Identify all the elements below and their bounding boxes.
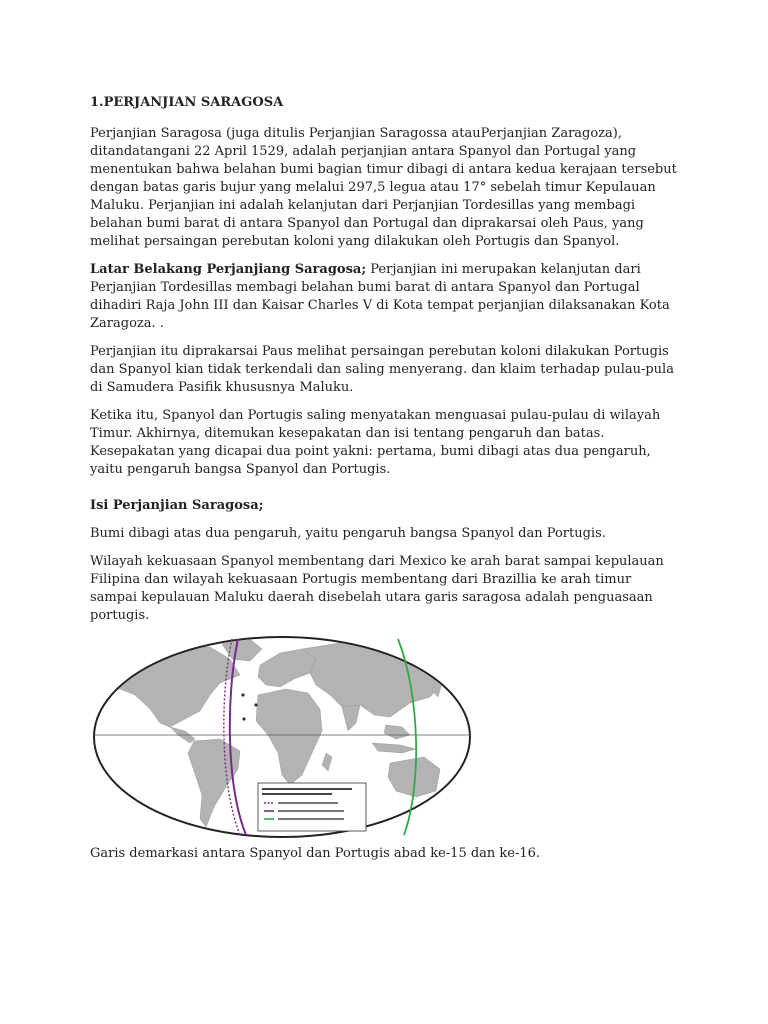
document-title: 1.PERJANJIAN SARAGOSA — [90, 95, 284, 110]
location-marker — [241, 693, 244, 696]
paragraph-3: Perjanjian itu diprakarsai Paus melihat persaingan perebutan koloni dilakukan Portugis dan Spanyol kian tidak terkendali dan saling menyerang. dan klaim terhadap pulau-pula di Samudera Pasifik khususnya Maluku. — [90, 344, 674, 395]
location-marker — [254, 703, 257, 706]
background-text: Perjanjian ini merupakan kelanjutan dari Perjanjian Tordesillas membagi belahan bumi barat di antara Spanyol dan Portugal dihadiri Raja John III dan Kaisar Charles V di Kota tempat perjanjian dilaksanakan Kota Zaragoza. . — [90, 262, 670, 331]
paragraph-4: Ketika itu, Spanyol dan Portugis saling menyatakan menguasai pulau-pulau di wilayah Timur. Akhirnya, ditemukan kesepakatan dan isi tentang pengaruh dan batas. Kesepakatan yang dicapai dua point yakni: pertama, bumi dibagi atas dua pengaruh, yaitu pengaruh bangsa Spanyol dan Portugis. — [90, 408, 661, 477]
world-map-figure — [90, 635, 474, 839]
background-label: Latar Belakang Perjanjiang Saragosa; — [90, 262, 367, 277]
contents-paragraph-1: Bumi dibagi atas dua pengaruh, yaitu pengaruh bangsa Spanyol dan Portugis. — [90, 526, 606, 541]
map-caption: Garis demarkasi antara Spanyol dan Portugis abad ke-15 dan ke-16. — [90, 846, 541, 861]
background-paragraph — [90, 261, 680, 333]
contents-heading: Isi Perjanjian Saragosa; — [90, 498, 264, 513]
intro-paragraph: Perjanjian Saragosa (juga ditulis Perjanjian Saragossa atauPerjanjian Zaragoza), ditandatangani 22 April 1529, adalah perjanjian antara Spanyol dan Portugal yang menentukan bahwa belahan bumi bagian timur dibagi di antara kedua kerajaan tersebut dengan batas garis bujur yang melalui 297,5 legua atau 17° sebelah timur Kepulauan Maluku. Perjanjian ini adalah kelanjutan dari Perjanjian Tordesillas yang membagi belahan bumi barat di antara Spanyol dan Portugal dan diprakarsai oleh Paus, yang melihat persaingan perebutan koloni yang dilakukan oleh Portugis dan Spanyol. — [90, 126, 677, 249]
world-map — [90, 635, 474, 839]
contents-paragraph-2: Wilayah kekuasaan Spanyol membentang dari Mexico ke arah barat sampai kepulauan Filipina dan wilayah kekuasaan Portugis membentang dari Brazillia ke arah timur sampai kepulauan Maluku daerah disebelah utara garis saragosa adalah penguasaan portugis. — [90, 554, 664, 623]
location-marker — [242, 717, 245, 720]
document-page — [90, 86, 680, 863]
map-legend — [258, 783, 366, 831]
spacer — [90, 489, 680, 497]
